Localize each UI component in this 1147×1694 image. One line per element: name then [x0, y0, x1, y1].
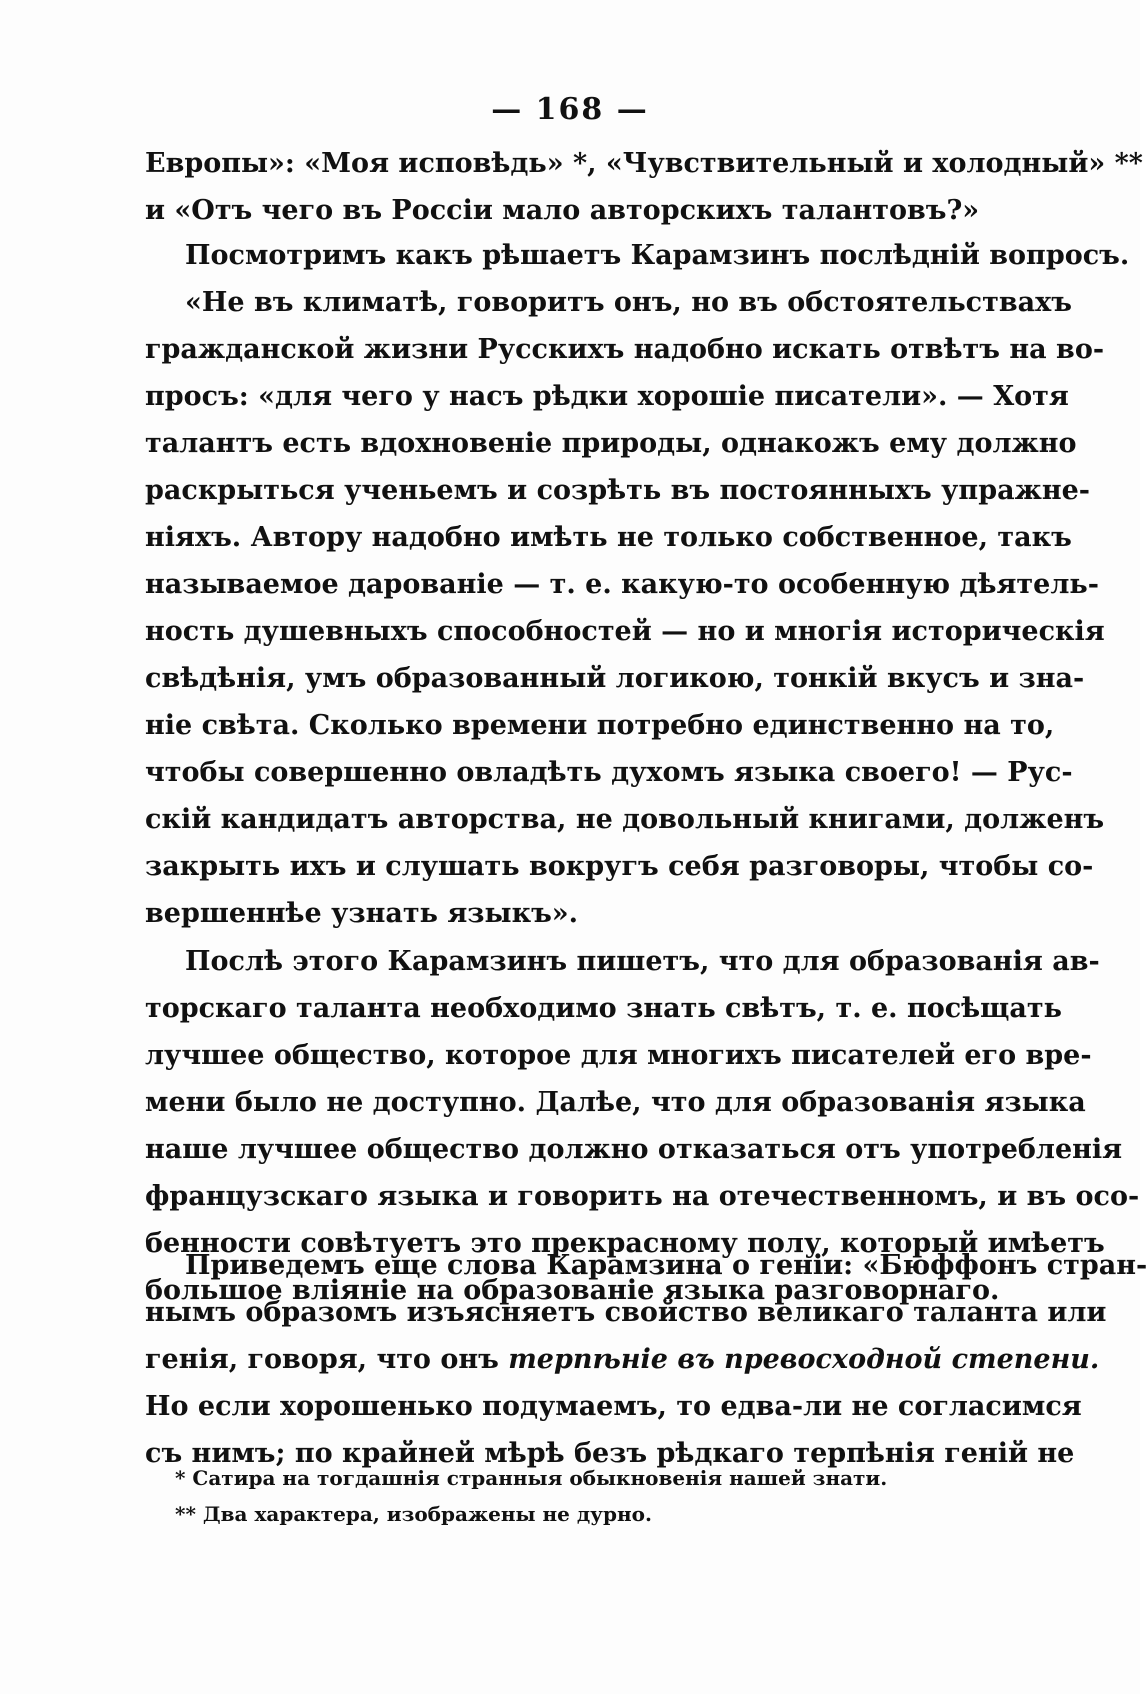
text-line: свѣдѣнія, умъ образованный логикою, тонкій вкусъ и зна-	[145, 663, 1085, 694]
text-line-mixed	[145, 1336, 1100, 1383]
footnote: * Сатира на тогдашнія странныя обыкновенія нашей знати.	[175, 1466, 888, 1490]
paragraph-karamzin-question	[145, 232, 1130, 937]
text-line: лучшее общество, которое для многихъ писателей его вре-	[145, 1040, 1092, 1071]
italic-quote: терпѣніе въ превосходной степени.	[508, 1344, 1100, 1375]
text-line: наше лучшее общество должно отказаться отъ употребленія	[145, 1134, 1123, 1165]
text-line: Но если хорошенько подумаемъ, то едва-ли не согласимся	[145, 1391, 1082, 1422]
paragraph-continuation	[145, 140, 1143, 234]
text-line: ность душевныхъ способностей — но и многія историческія	[145, 616, 1105, 647]
text-line: торскаго таланта необходимо знать свѣтъ, т. е. посѣщать	[145, 993, 1062, 1024]
footnotes	[175, 1460, 975, 1532]
text-line: и «Отъ чего въ Россіи мало авторскихъ талантовъ?»	[145, 195, 980, 226]
text-line: называемое дарованіе — т. е. какую-то особенную дѣятель-	[145, 569, 1099, 600]
footnote: ** Два характера, изображены не дурно.	[175, 1502, 652, 1526]
text-line: скій кандидатъ авторства, не довольный книгами, долженъ	[145, 804, 1105, 835]
text-line: большое вліяніе на образованіе языка разговорнаго.	[145, 1275, 1000, 1306]
text-line: Приведемъ еще слова Карамзина о геніи: «Бюффонъ стран-	[185, 1250, 1147, 1281]
text-line: ніе свѣта. Сколько времени потребно единственно на то,	[145, 710, 1055, 741]
text-line: вершеннѣе узнать языкъ».	[145, 898, 579, 929]
text-line: ніяхъ. Автору надобно имѣть не только собственное, такъ	[145, 522, 1072, 553]
text-line: Европы»: «Моя исповѣдь» *, «Чувствительный и холодный» **	[145, 148, 1143, 179]
text-line: французскаго языка и говорить на отечественномъ, и въ осо-	[145, 1181, 1140, 1212]
page-number: — 168 —	[491, 92, 649, 127]
text-line: закрыть ихъ и слушать вокругъ себя разговоры, чтобы со-	[145, 851, 1094, 882]
text-line: «Не въ климатѣ, говоритъ онъ, но въ обстоятельствахъ	[185, 287, 1072, 318]
text-line: Посмотримъ какъ рѣшаетъ Карамзинъ послѣдній вопросъ.	[185, 240, 1130, 271]
text-line: съ нимъ; по крайней мѣрѣ безъ рѣдкаго терпѣнія геній не	[145, 1438, 1075, 1469]
text-run: генія, говоря, что онъ	[145, 1344, 499, 1375]
text-line: гражданской жизни Русскихъ надобно искать отвѣтъ на во-	[145, 334, 1105, 365]
text-line: талантъ есть вдохновеніе природы, однакожъ ему должно	[145, 428, 1077, 459]
text-line: раскрыться ученьемъ и созрѣть въ постоянныхъ упражне-	[145, 475, 1090, 506]
text-line: просъ: «для чего у насъ рѣдки хорошіе писатели». — Хотя	[145, 381, 1069, 412]
text-line: чтобы совершенно овладѣть духомъ языка своего! — Рус-	[145, 757, 1073, 788]
text-line: мени было не доступно. Далѣе, что для образованія языка	[145, 1087, 1086, 1118]
text-line: Послѣ этого Карамзинъ пишетъ, что для образованія ав-	[185, 946, 1100, 977]
text-line: нымъ образомъ изъясняетъ свойство великаго таланта или	[145, 1297, 1107, 1328]
text-line: бенности совѣтуетъ это прекрасному полу, который имѣетъ	[145, 1228, 1105, 1259]
